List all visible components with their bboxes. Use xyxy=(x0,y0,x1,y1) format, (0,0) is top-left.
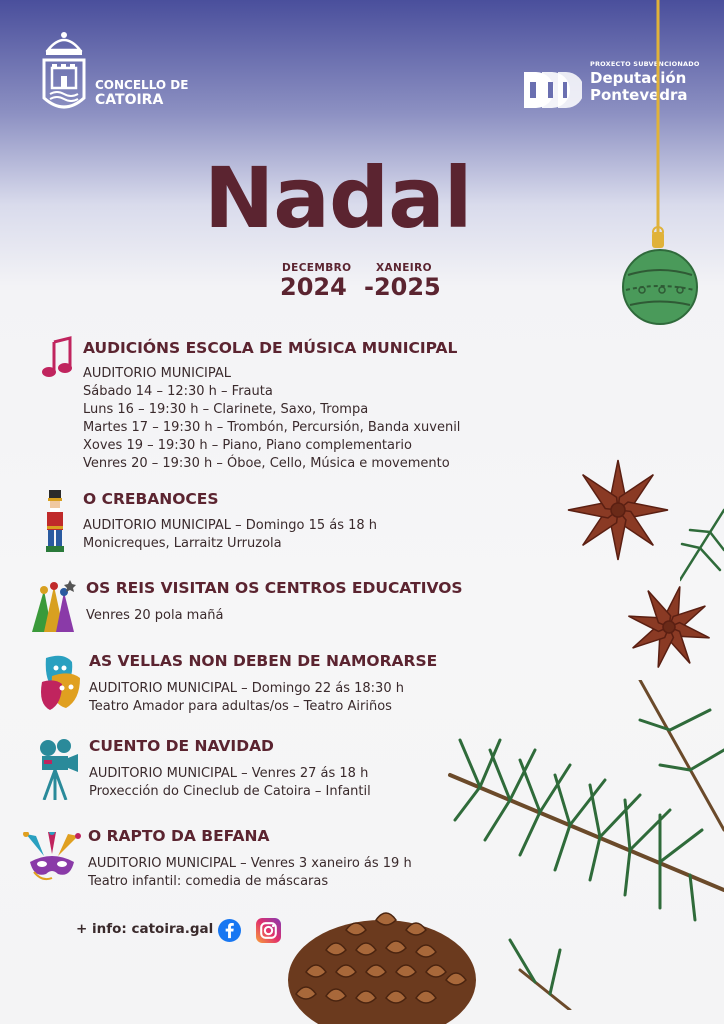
section-line: Luns 16 – 19:30 h – Clarinete, Saxo, Trompa xyxy=(83,402,369,417)
section-body-cuento xyxy=(89,765,371,801)
concello-line2: CATOIRA xyxy=(95,92,164,108)
section-title-reis: OS REIS VISITAN OS CENTROS EDUCATIVOS xyxy=(86,579,463,597)
catoira-coat-of-arms-logo xyxy=(38,28,90,116)
end-month: XANEIRO xyxy=(376,262,432,274)
section-title-crebanoces: O CREBANOCES xyxy=(83,490,219,508)
film-camera-icon xyxy=(38,738,80,800)
info-link[interactable]: + info: catoira.gal xyxy=(76,921,214,937)
three-kings-icon xyxy=(30,576,76,632)
theatre-masks-icon xyxy=(38,654,82,712)
section-line: Martes 17 – 19:30 h – Trombón, Percursión, Banda xuvenil xyxy=(83,420,461,435)
section-line: Monicreques, Larraitz Urruzola xyxy=(83,536,282,551)
christmas-ornament-icon xyxy=(618,0,704,330)
section-line: AUDITORIO MUNICIPAL – Venres 27 ás 18 h xyxy=(89,766,369,781)
section-line: AUDITORIO MUNICIPAL – Domingo 15 ás 18 h xyxy=(83,518,378,533)
deputacion-logo xyxy=(522,66,582,114)
deputacion-line1: Deputación xyxy=(590,69,687,87)
end-year: -2025 xyxy=(364,273,441,301)
start-year: 2024 xyxy=(280,273,347,301)
concello-line1: CONCELLO DE xyxy=(95,78,189,92)
start-month: DECEMBRO xyxy=(282,262,352,274)
section-line: Venres 20 – 19:30 h – Óboe, Cello, Música e movemento xyxy=(83,456,450,471)
section-title-vellas: AS VELLAS NON DEBEN DE NAMORARSE xyxy=(89,652,438,670)
section-body-crebanoces xyxy=(83,517,377,553)
section-line: AUDITORIO MUNICIPAL – Venres 3 xaneiro ás 19 h xyxy=(88,856,412,871)
instagram-icon[interactable] xyxy=(256,918,281,943)
section-line: Xoves 19 – 19:30 h – Piano, Piano complementario xyxy=(83,438,412,453)
section-body-befana xyxy=(88,855,412,891)
fir-branch-top-decoration xyxy=(680,500,724,610)
section-title-cuento: CUENTO DE NAVIDAD xyxy=(89,737,274,755)
section-line: Teatro Amador para adultas/os – Teatro Airiños xyxy=(89,699,392,714)
star-anise-decoration xyxy=(560,458,676,562)
page-title: Nadal xyxy=(204,149,472,247)
section-line: Sábado 14 – 12:30 h – Frauta xyxy=(83,384,273,399)
section-body-vellas xyxy=(89,680,404,716)
pinecone-decoration xyxy=(286,910,478,1024)
proxecto-subvencionado: PROXECTO SUBVENCIONADO xyxy=(590,60,700,68)
concello-name xyxy=(95,78,188,108)
section-line: Proxección do Cineclub de Catoira – Infantil xyxy=(89,784,371,799)
deputacion-line2: Pontevedra xyxy=(590,86,688,104)
section-line: Teatro infantil: comedia de máscaras xyxy=(88,874,329,889)
facebook-icon[interactable] xyxy=(218,919,241,942)
carnival-mask-icon xyxy=(22,832,82,884)
section-body-reis xyxy=(86,607,224,625)
section-line: Venres 20 pola mañá xyxy=(86,608,224,623)
fir-branch-decoration xyxy=(440,680,724,1010)
nutcracker-icon xyxy=(42,490,68,554)
section-line: AUDITORIO MUNICIPAL – Domingo 22 ás 18:30 h xyxy=(89,681,404,696)
music-note-icon xyxy=(40,336,74,382)
section-title-befana: O RAPTO DA BEFANA xyxy=(88,827,270,845)
section-body-audicions xyxy=(83,365,460,473)
section-line: AUDITORIO MUNICIPAL xyxy=(83,366,232,381)
section-title-audicions: AUDICIÓNS ESCOLA DE MÚSICA MUNICIPAL xyxy=(83,339,458,357)
